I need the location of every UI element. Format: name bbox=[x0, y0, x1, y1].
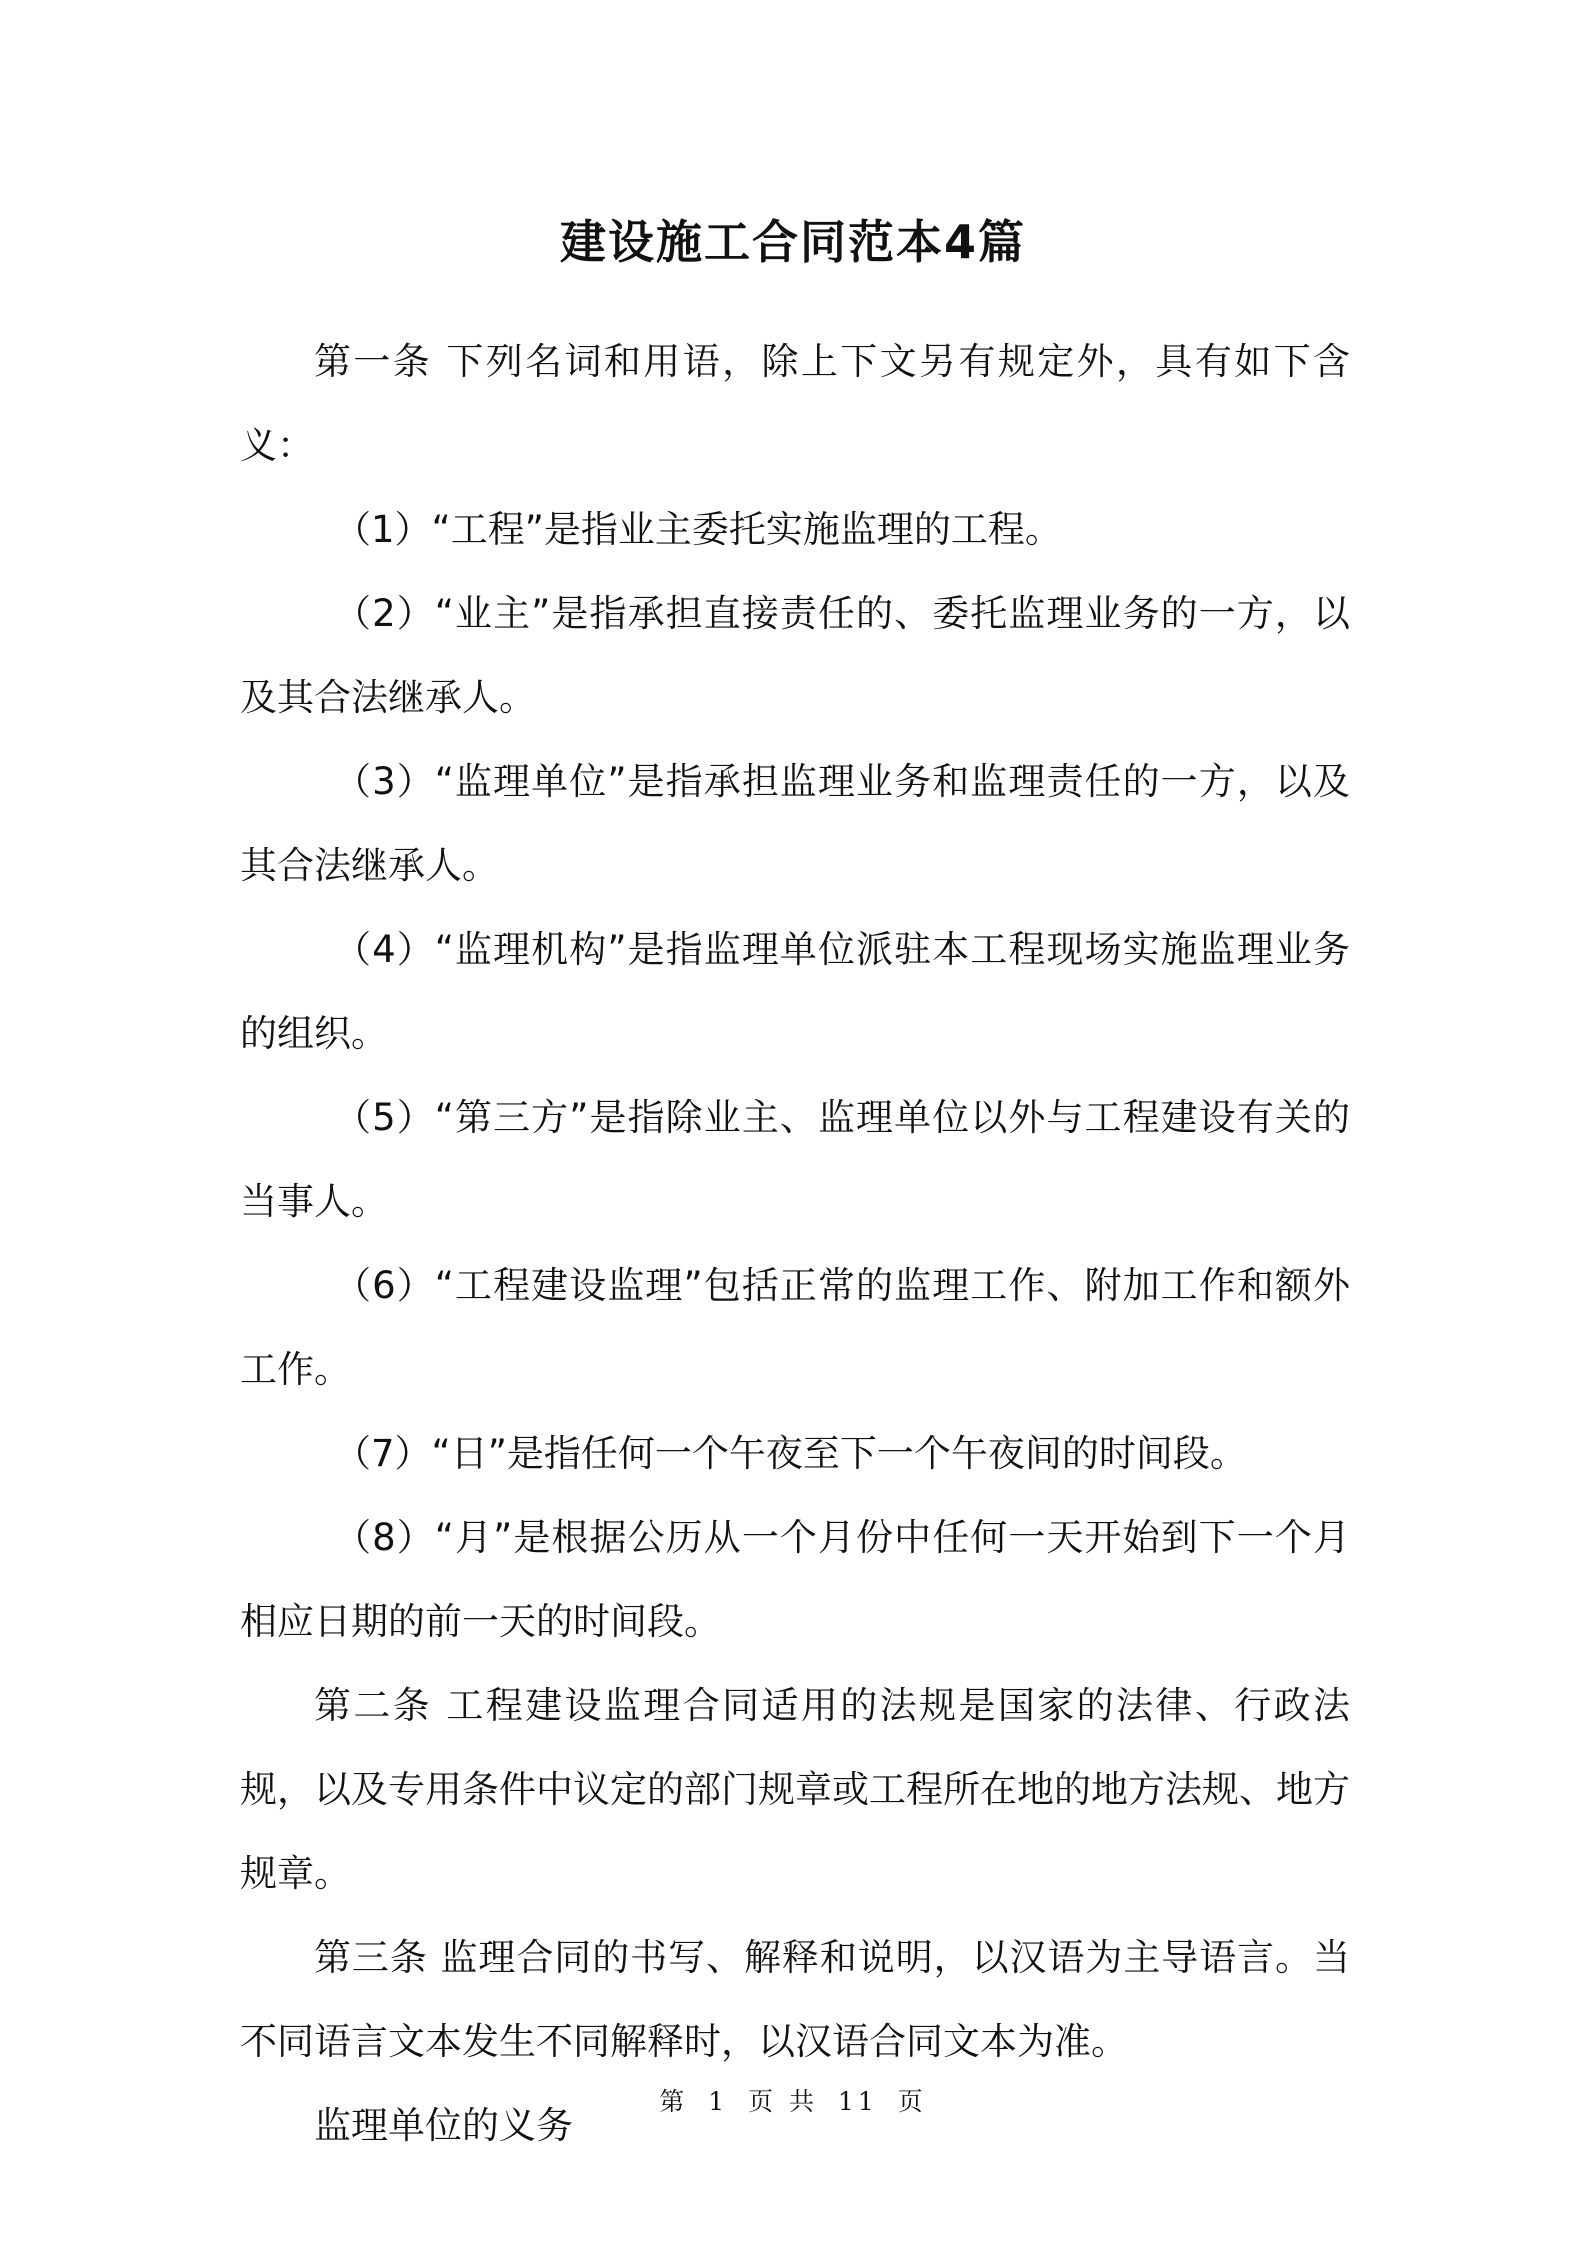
article-3-paragraph: 第三条 监理合同的书写、解释和说明，以汉语为主导语言。当不同语言文本发生不同解释时，以汉语合同文本为准。 bbox=[240, 1936, 1350, 2063]
definition-item-3: （3）“监理单位”是指承担监理业务和监理责任的一方，以及其合法继承人。 bbox=[240, 760, 1350, 887]
footer-suffix: 页 bbox=[897, 2087, 927, 2116]
definition-item-4: （4）“监理机构”是指监理单位派驻本工程现场实施监理业务的组织。 bbox=[240, 928, 1350, 1055]
document-body bbox=[240, 320, 1350, 2168]
definition-item-8: （8）“月”是根据公历从一个月份中任何一天开始到下一个月相应日期的前一天的时间段。 bbox=[240, 1516, 1350, 1643]
footer-prefix: 第 bbox=[659, 2087, 689, 2116]
section-heading: 监理单位的义务 bbox=[314, 2104, 573, 2147]
definition-item-1: （1）“工程”是指业主委托实施监理的工程。 bbox=[334, 508, 1062, 551]
footer-total-pages: 11 bbox=[837, 2087, 878, 2116]
footer-page-number: 1 bbox=[708, 2087, 729, 2116]
article-1-paragraph: 第一条 下列名词和用语，除上下文另有规定外，具有如下含义： bbox=[240, 340, 1350, 467]
definition-item-5: （5）“第三方”是指除业主、监理单位以外与工程建设有关的当事人。 bbox=[240, 1096, 1350, 1223]
page-footer bbox=[0, 2082, 1586, 2118]
definition-item-7: （7）“日”是指任何一个午夜至下一个午夜间的时间段。 bbox=[334, 1432, 1247, 1475]
footer-middle: 页 共 bbox=[748, 2087, 819, 2116]
article-2-paragraph: 第二条 工程建设监理合同适用的法规是国家的法律、行政法规，以及专用条件中议定的部门规章或工程所在地的地方法规、地方规章。 bbox=[240, 1684, 1350, 1895]
document-title: 建设施工合同范本4篇 bbox=[559, 215, 1026, 269]
definition-item-6: （6）“工程建设监理”包括正常的监理工作、附加工作和额外工作。 bbox=[240, 1264, 1350, 1391]
definition-item-2: （2）“业主”是指承担直接责任的、委托监理业务的一方，以及其合法继承人。 bbox=[240, 592, 1350, 719]
